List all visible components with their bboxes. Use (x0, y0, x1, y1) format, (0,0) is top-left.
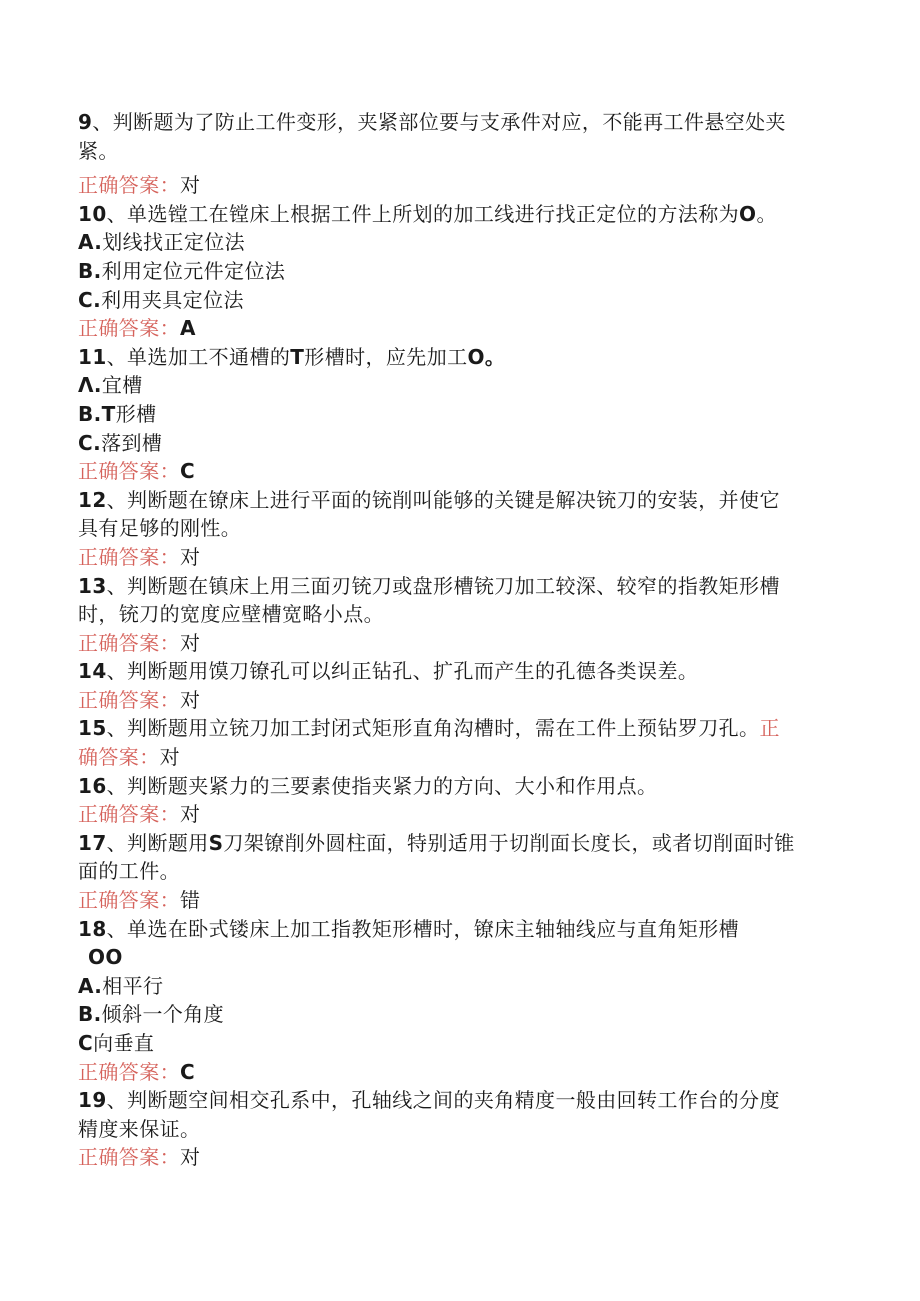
question-text: 、判断题用馍刀镣孔可以纠正钻孔、扩孔而产生的孔德各类误差。 (106, 659, 699, 684)
question-text: 紧。 (78, 138, 119, 163)
answer-label: 正确答案： (78, 1145, 180, 1170)
answer-value: 对 (180, 687, 201, 712)
question-text: 形槽时，应先加工 (304, 344, 468, 369)
question-16 (78, 772, 828, 801)
question-text: 、判断题在镇床上用三面刃铳刀或盘形槽铳刀加工较深、较窄的指教矩形槽 (106, 573, 780, 598)
answer-label: 正确答案： (78, 173, 180, 198)
option-b (78, 1000, 828, 1029)
question-number: 17 (78, 830, 107, 855)
question-text: 、判断题夹紧力的三要素使指夹紧力的方向、大小和作用点。 (106, 773, 658, 798)
question-12 (78, 486, 828, 515)
question-text: 、判断题空间相交孔系中，孔轴线之间的夹角精度一般由回转工作台的分度 (106, 1088, 780, 1113)
answer-value: 对 (180, 173, 201, 198)
answer-label: 正 (759, 716, 780, 741)
option-text: 倾斜一个角度 (101, 1002, 225, 1027)
answer-15 (78, 743, 828, 772)
answer-label: 正确答案： (78, 316, 180, 341)
option-c (78, 1029, 828, 1058)
option-text: 利用夹具定位法 (101, 287, 244, 312)
answer-value: 错 (180, 888, 201, 913)
answer-label: 正确答案： (78, 459, 180, 484)
answer-10 (78, 314, 828, 343)
answer-value: A (180, 316, 196, 341)
question-number: 15 (78, 716, 107, 741)
option-text: 相平行 (102, 973, 164, 998)
question-text: 、单选在卧式镂床上加工指教矩形槽时，镣床主轴轴线应与直角矩形槽 (106, 916, 740, 941)
option-b (78, 257, 828, 286)
question-number: 18 (78, 916, 107, 941)
question-text: 、单选镗工在镗床上根据工件上所划的加工线进行找正定位的方法称为 (106, 201, 740, 226)
question-number: 13 (78, 573, 107, 598)
option-text: 向垂直 (93, 1031, 155, 1055)
question-11 (78, 343, 828, 372)
answer-value: 对 (159, 745, 181, 770)
question-text: O (739, 201, 757, 226)
option-a (78, 972, 828, 1001)
option-text: 利用定位元件定位法 (101, 258, 286, 283)
question-text: 精度来保证。 (78, 1116, 201, 1141)
answer-value: C (180, 1059, 196, 1084)
answer-11 (78, 457, 828, 486)
answer-17 (78, 886, 828, 915)
answer-13 (78, 629, 828, 658)
question-text: O。 (467, 344, 506, 369)
option-letter: B. (78, 258, 102, 283)
question-text: 刀架镣削外圆柱面，特别适用于切削面长度长，或者切削面时锥 (223, 830, 795, 855)
option-letter: C. (78, 287, 102, 312)
question-number: 14 (78, 659, 107, 684)
option-letter: C. (78, 430, 102, 455)
question-number: 10 (78, 201, 107, 226)
answer-19 (78, 1143, 828, 1172)
question-13-cont (78, 600, 828, 629)
document-page (78, 108, 828, 1172)
option-c (78, 429, 828, 458)
question-18 (78, 915, 828, 944)
question-9 (78, 108, 828, 137)
question-15 (78, 714, 828, 743)
question-text: T (290, 344, 305, 369)
option-text: 划线找正定位法 (102, 230, 246, 255)
option-letter: C (78, 1031, 94, 1055)
option-a (78, 371, 828, 400)
option-b (78, 400, 828, 429)
answer-label: 正确答案： (78, 802, 180, 827)
answer-label: 正确答案： (78, 687, 180, 712)
answer-9 (78, 171, 828, 200)
question-9-cont (78, 137, 828, 166)
question-text: 时，铳刀的宽度应壁槽宽略小点。 (78, 602, 384, 627)
answer-12 (78, 543, 828, 572)
question-text: S (208, 830, 224, 855)
question-10 (78, 200, 828, 229)
option-text: 落到槽 (101, 430, 163, 455)
answer-label: 正确答案： (78, 544, 180, 569)
question-text: 、判断题用立铳刀加工封闭式矩形直角沟槽时，需在工件上预钻罗刀孔。 (106, 716, 760, 741)
answer-18 (78, 1058, 828, 1087)
answer-label: 正确答案： (78, 630, 180, 655)
question-17 (78, 829, 828, 858)
question-text: 、判断题用 (106, 830, 209, 855)
option-text: 形槽 (115, 401, 157, 426)
answer-label: 正确答案： (78, 888, 180, 913)
answer-14 (78, 686, 828, 715)
question-text: 具有足够的刚性。 (78, 516, 242, 541)
question-13 (78, 572, 828, 601)
question-text: 。 (756, 201, 777, 226)
answer-16 (78, 800, 828, 829)
question-text: 面的工件。 (78, 859, 180, 884)
answer-label: 确答案： (78, 745, 160, 770)
question-text: 、判断题在镣床上进行平面的铳削叫能够的关键是解决铳刀的安装，并使它 (106, 487, 780, 512)
option-letter: A. (78, 973, 103, 998)
option-a (78, 228, 828, 257)
question-12-cont (78, 514, 828, 543)
option-c (78, 286, 828, 315)
question-text: 、单选加工不通槽的 (106, 344, 291, 369)
answer-value: 对 (180, 630, 201, 655)
question-number: 9 (78, 110, 93, 134)
question-18-cont (78, 943, 828, 972)
question-19 (78, 1086, 828, 1115)
question-text: 、判断题为了防止工件变形，夹紧部位要与支承件对应，不能再工件悬空处夹 (92, 110, 786, 134)
question-number: 16 (78, 773, 107, 798)
answer-value: 对 (180, 544, 201, 569)
option-text: 宜槽 (101, 373, 143, 398)
question-text: OO (88, 945, 123, 970)
option-letter: B. (78, 1002, 102, 1027)
question-17-cont (78, 857, 828, 886)
option-letter: Λ. (78, 373, 102, 398)
question-number: 11 (78, 344, 107, 369)
question-number: 12 (78, 487, 107, 512)
answer-value: C (180, 459, 196, 484)
option-letter: B.T (78, 401, 116, 426)
question-14 (78, 657, 828, 686)
option-letter: A. (78, 230, 103, 255)
answer-value: 对 (180, 1145, 201, 1170)
answer-value: 对 (180, 802, 201, 827)
question-19-cont (78, 1115, 828, 1144)
question-number: 19 (78, 1088, 107, 1113)
answer-label: 正确答案： (78, 1059, 180, 1084)
